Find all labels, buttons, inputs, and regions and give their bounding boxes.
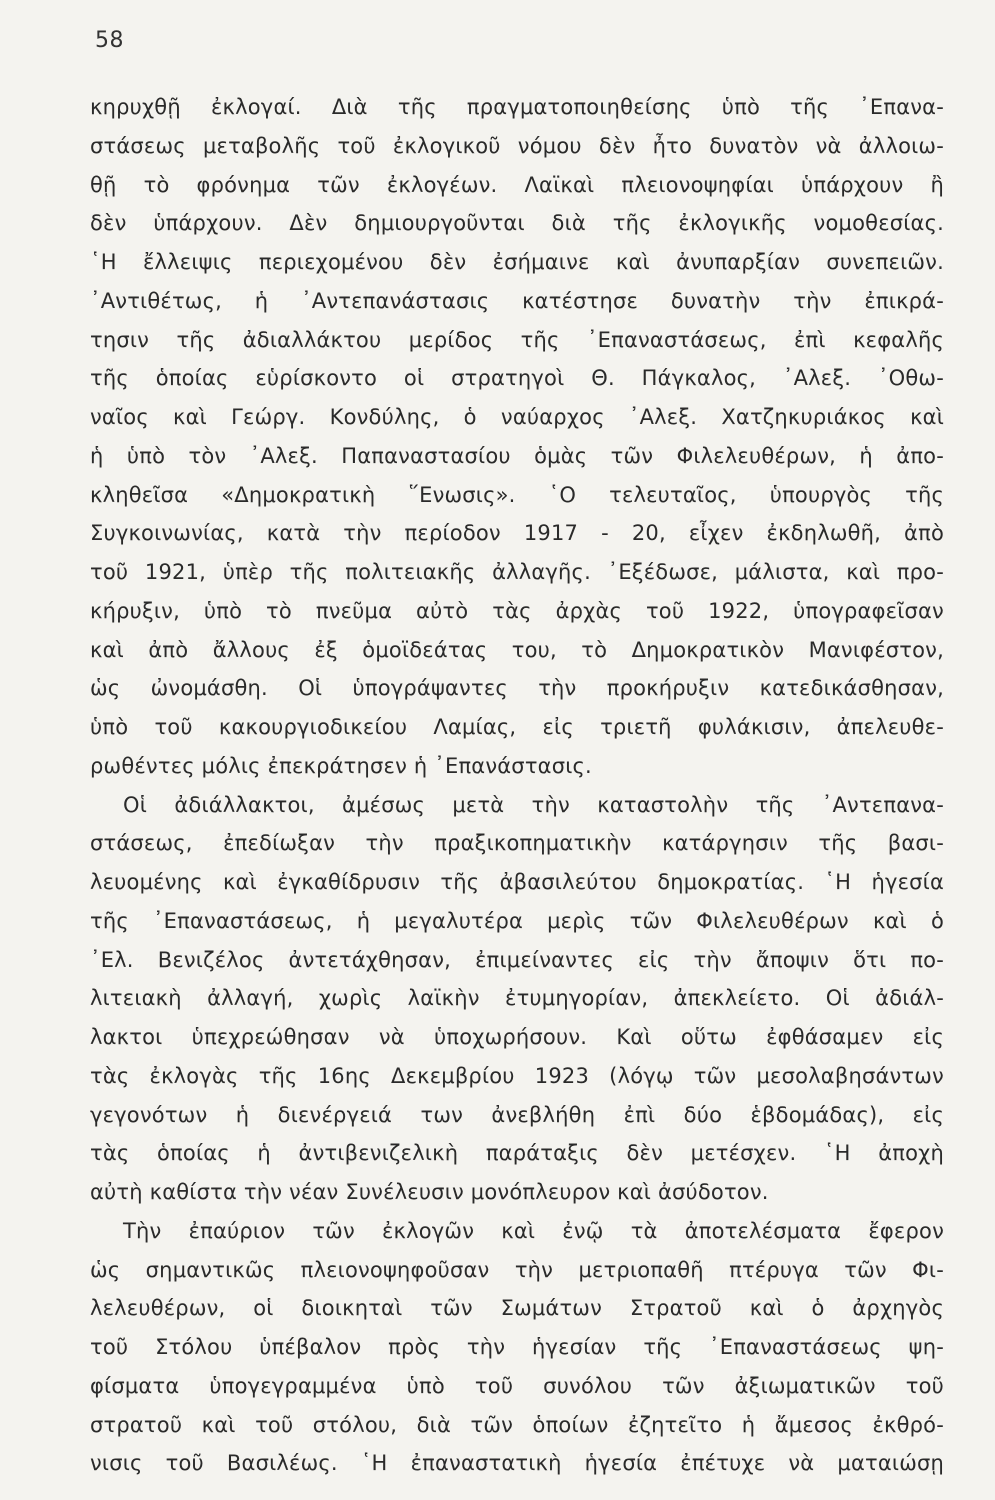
text-line: τὰς ὁποίας ἡ ἀντιβενιζελικὴ παράταξις δὲν μετέσχεν. ῾Η ἀποχὴ [90, 1141, 944, 1166]
text-line: ἡ ὑπὸ τὸν ᾿Αλεξ. Παπαναστασίου ὁμὰς τῶν Φιλελευθέρων, ἡ ἀπο- [90, 443, 944, 468]
text-line: αὐτὴ καθίστα τὴν νέαν Συνέλευσιν μονόπλευρον καὶ ἀσύδοτον. [90, 1180, 769, 1204]
text-line: καὶ ἀπὸ ἄλλους ἐξ ὁμοϊδεάτας του, τὸ Δημοκρατικὸν Μανιφέστον, [90, 637, 944, 662]
text-line: θῇ τὸ φρόνημα τῶν ἐκλογέων. Λαϊκαὶ πλειονοψηφίαι ὑπάρχουν ἢ [90, 172, 944, 197]
text-line: φίσματα ὑπογεγραμμένα ὑπὸ τοῦ συνόλου τῶν ἀξιωματικῶν τοῦ [90, 1373, 944, 1398]
text-line: τὰς ἐκλογὰς τῆς 16ης Δεκεμβρίου 1923 (λόγῳ τῶν μεσολαβησάντων [90, 1063, 944, 1088]
text-line: Συγκοινωνίας, κατὰ τὴν περίοδον 1917 - 20, εἶχεν ἐκδηλωθῆ, ἀπὸ [90, 521, 944, 546]
text-line: λελευθέρων, οἱ διοικηταὶ τῶν Σωμάτων Στρατοῦ καὶ ὁ ἀρχηγὸς [90, 1296, 944, 1321]
text-line: τοῦ 1921, ὑπὲρ τῆς πολιτειακῆς ἀλλαγῆς. ᾿Εξέδωσε, μάλιστα, καὶ προ- [90, 560, 944, 584]
text-line: Τὴν ἐπαύριον τῶν ἐκλογῶν καὶ ἐνῷ τὰ ἀποτελέσματα ἔφερον [123, 1218, 944, 1243]
text-line: στρατοῦ καὶ τοῦ στόλου, διὰ τῶν ὁποίων ἐζητεῖτο ἡ ἄμεσος ἐκθρό- [90, 1412, 944, 1437]
text-line: ᾿Ελ. Βενιζέλος ἀντετάχθησαν, ἐπιμείναντες εἰς τὴν ἄποψιν ὅτι πο- [90, 947, 944, 972]
text-line: ῾Η ἔλλειψις περιεχομένου δὲν ἐσήμαινε καὶ ἀνυπαρξίαν συνεπειῶν. [90, 250, 944, 274]
text-line: λιτειακὴ ἀλλαγή, χωρὶς λαϊκὴν ἐτυμηγορίαν, ἀπεκλείετο. Οἱ ἀδιάλ- [90, 986, 944, 1011]
text-line: δὲν ὑπάρχουν. Δὲν δημιουργοῦνται διὰ τῆς ἐκλογικῆς νομοθεσίας. [90, 211, 944, 236]
text-line: Οἱ ἀδιάλλακτοι, ἀμέσως μετὰ τὴν καταστολὴν τῆς ᾿Αντεπανα- [123, 792, 944, 817]
text-line: τῆς ὁποίας εὑρίσκοντο οἱ στρατηγοὶ Θ. Πάγκαλος, ᾿Αλεξ. ᾿Οθω- [90, 366, 944, 391]
text-line: λευομένης καὶ ἐγκαθίδρυσιν τῆς ἀβασιλεύτου δημοκρατίας. ῾Η ἡγεσία [90, 870, 944, 894]
text-line: τῆς ᾿Επαναστάσεως, ἡ μεγαλυτέρα μερὶς τῶν Φιλελευθέρων καὶ ὁ [90, 908, 944, 933]
text-line: κληθεῖσα «Δημοκρατικὴ ῞Ενωσις». ῾Ο τελευταῖος, ὑπουργὸς τῆς [90, 482, 944, 507]
text-line: ρωθέντες μόλις ἐπεκράτησεν ἡ ᾿Επανάστασις. [90, 753, 592, 778]
text-line: ὡς ὠνομάσθη. Οἱ ὑπογράψαντες τὴν προκήρυξιν κατεδικάσθησαν, [90, 676, 944, 701]
text-line: ὡς σημαντικῶς πλειονοψηφοῦσαν τὴν μετριοπαθῆ πτέρυγα τῶν Φι- [90, 1257, 944, 1282]
text-line: ναῖος καὶ Γεώργ. Κονδύλης, ὁ ναύαρχος ᾿Αλεξ. Χατζηκυριάκος καὶ [90, 405, 944, 429]
text-line: στάσεως, ἐπεδίωξαν τὴν πραξικοπηματικὴν κατάργησιν τῆς βασι- [90, 831, 944, 856]
text-line: νισις τοῦ Βασιλέως. ῾Η ἐπαναστατικὴ ἡγεσία ἐπέτυχε νὰ ματαιώσῃ [90, 1451, 944, 1476]
text-line: γεγονότων ἡ διενέργειά των ἀνεβλήθη ἐπὶ δύο ἑβδομάδας), εἰς [90, 1102, 944, 1127]
text-line: στάσεως μεταβολῆς τοῦ ἐκλογικοῦ νόμου δὲν ἦτο δυνατὸν νὰ ἀλλοιω- [90, 133, 944, 158]
text-line: τοῦ Στόλου ὑπέβαλον πρὸς τὴν ἡγεσίαν τῆς ᾿Επαναστάσεως ψη- [90, 1335, 944, 1359]
text-line: κηρυχθῇ ἐκλογαί. Διὰ τῆς πραγματοποιηθείσης ὑπὸ τῆς ᾿Επανα- [90, 95, 944, 119]
text-line: λακτοι ὑπεχρεώθησαν νὰ ὑποχωρήσουν. Καὶ οὕτω ἐφθάσαμεν εἰς [90, 1025, 944, 1049]
body-text [90, 88, 944, 1483]
text-line: τησιν τῆς ἀδιαλλάκτου μερίδος τῆς ᾿Επαναστάσεως, ἐπὶ κεφαλῆς [90, 327, 944, 352]
text-line: ὑπὸ τοῦ κακουργιοδικείου Λαμίας, εἰς τριετῆ φυλάκισιν, ἀπελευθε- [90, 715, 944, 739]
text-line: ᾿Αντιθέτως, ἡ ᾿Αντεπανάστασις κατέστησε δυνατὴν τὴν ἐπικρά- [90, 288, 944, 313]
text-line: κήρυξιν, ὑπὸ τὸ πνεῦμα αὐτὸ τὰς ἀρχὰς τοῦ 1922, ὑπογραφεῖσαν [90, 598, 944, 623]
page-number: 58 [95, 28, 124, 53]
